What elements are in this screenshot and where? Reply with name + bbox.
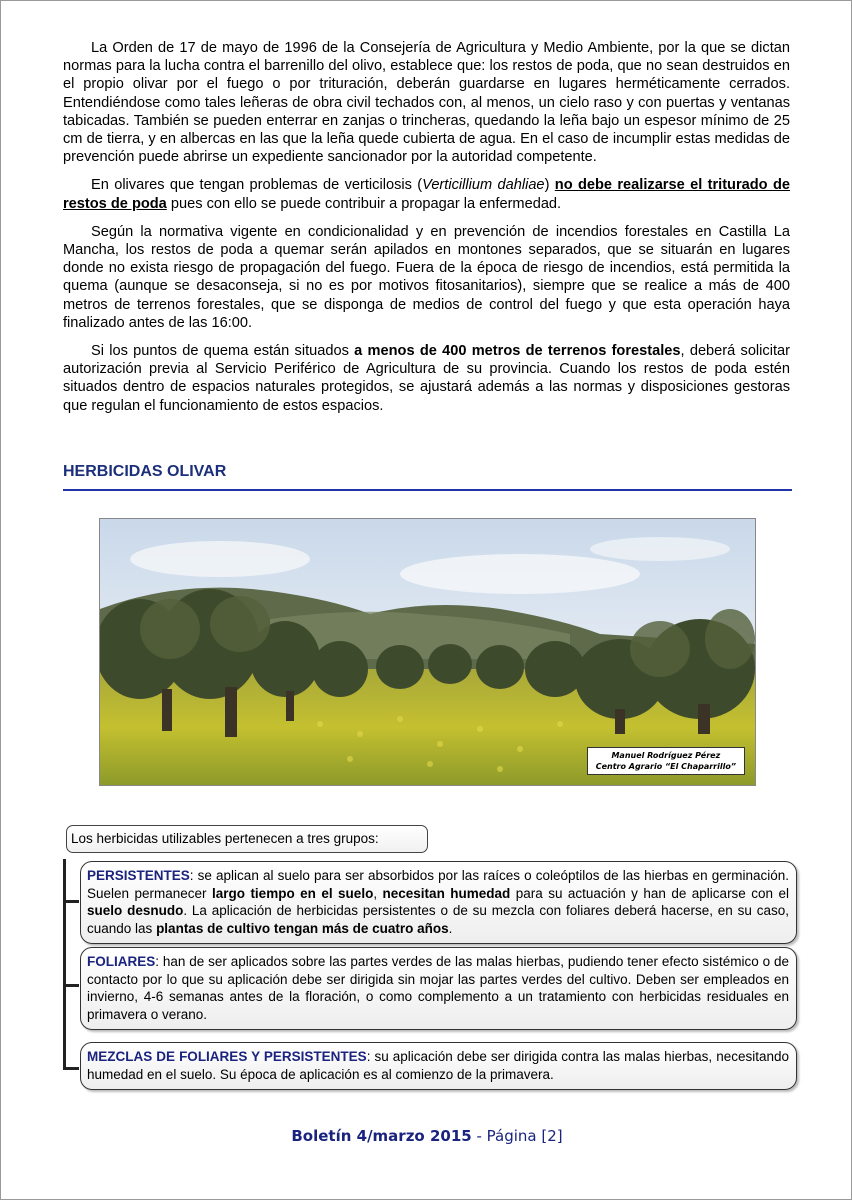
emphasis-bold: plantas de cultivo tengan más de cuatro años: [156, 920, 449, 936]
group-mezclas: [80, 1042, 797, 1090]
emphasis-bold: largo tiempo en el suelo: [211, 885, 374, 901]
text: .: [448, 920, 453, 936]
text: : se aplican al suelo para ser absorbidos por las raíces o coleóptilos de las hierbas en germinación. Suelen permanecer: [87, 868, 789, 901]
emphasis-underlined: no debe realizarse el triturado de restos de poda: [63, 177, 790, 212]
paragraph-verticilosis: [63, 176, 790, 212]
paragraph-orden: La Orden de 17 de mayo de 1996 de la Consejería de Agricultura y Medio Ambiente, por la que se dictan normas para la lucha contra el barrenillo del olivo, establece que: los restos de poda, que no sean destruidos en el propio olivar por el fuego o por trituración, deberán guardarse en lugares herméticamente cerrados. Entendiéndose como tales leñeras de obra civil techados con, al menos, un cielo raso y con puertas y ventanas tabicadas. También se pueden enterrar en zanjas o trincheras, quedando la leña bajo un espesor mínimo de 25 cm de tierra, y en albercas en las que la leña quede cubierta de agua. En el caso de incumplir estas medidas de prevención puede abrirse un expediente sancionador por la autoridad competente.: [63, 40, 790, 166]
page-number: - Página [2]: [471, 1127, 563, 1145]
bracket-tick: [63, 1067, 79, 1070]
photo-credit: [587, 747, 745, 775]
credit-author: Manuel Rodríguez Pérez: [611, 751, 721, 760]
group-foliares: [80, 947, 797, 1030]
text: Si los puntos de quema están situados: [91, 343, 355, 360]
section-heading: HERBICIDAS OLIVAR: [63, 463, 792, 491]
bracket-tick: [63, 900, 79, 903]
group-title: MEZCLAS DE FOLIARES Y PERSISTENTES: [87, 1049, 367, 1064]
group-persistentes: [80, 861, 797, 944]
text: : su aplicación debe ser dirigida contra las malas hierbas, necesitando humedad en el suelo. Su época de aplicación es al comienzo de la primavera.: [87, 1049, 789, 1082]
groups-intro-box: Los herbicidas utilizables pertenecen a tres grupos:: [66, 825, 428, 853]
species-name: Verticillium dahliae: [422, 177, 545, 194]
emphasis-bold: suelo desnudo: [87, 903, 184, 919]
paragraph-quema: [63, 342, 790, 415]
emphasis-bold: necesitan humedad: [382, 885, 511, 901]
bulletin-label: Boletín 4/marzo 2015: [291, 1127, 472, 1145]
olive-grove-photo: [99, 518, 756, 786]
credit-center: Centro Agrario “El Chaparrillo”: [595, 762, 736, 771]
paragraph-normativa: Según la normativa vigente en condicionalidad y en prevención de incendios forestales en Castilla La Mancha, los restos de poda a quemar serán apilados en montones separados, que se situarán en lugares donde no exista riesgo de propagación del fuego. Fuera de la época de riesgo de incendios, está permitida la quema (aunque se desaconseja, si no es por motivos fitosanitarios), siempre que se realice a más de 400 metros de terrenos forestales, que se disponga de medios de control del fuego y que esta operación haya finalizado antes de las 16:00.: [63, 223, 790, 331]
bracket-tick: [63, 984, 79, 987]
body-text: [63, 39, 790, 425]
olive-grove-illustration: [100, 519, 755, 785]
text: En olivares que tengan problemas de verticilosis (: [91, 177, 423, 194]
text: , deberá solicitar autorización previa al Servicio Periférico de Agricultura de su provincia. Cuando los restos de poda estén situados dentro de espacios naturales protegidos, se ajustará además a las normas y disposiciones gestoras que regulan el funcionamiento de estos espacios.: [63, 343, 790, 414]
text: ): [544, 177, 555, 194]
group-title: FOLIARES: [87, 954, 156, 969]
text: ,: [373, 885, 383, 901]
page-footer: [1, 1127, 852, 1145]
text: . La aplicación de herbicidas persistentes o de su mezcla con foliares deberá hacerse, en su caso, cuando las: [87, 903, 789, 936]
text: : han de ser aplicados sobre las partes verdes de las malas hierbas, pudiendo tener efecto sistémico o de contacto por lo que su aplicación debe ser dirigida sin mojar las partes verdes del cultivo. Deben ser empleados en invierno, 4-6 semanas antes de la floración, o como complemento a un tratamiento con herbicidas residuales en primavera o verano.: [87, 954, 789, 1022]
emphasis-bold: a menos de 400 metros de terrenos forestales: [354, 343, 681, 360]
text: para su actuación y han de aplicarse con el: [510, 885, 789, 901]
group-title: PERSISTENTES: [87, 868, 190, 883]
text: pues con ello se puede contribuir a propagar la enfermedad.: [166, 195, 562, 212]
